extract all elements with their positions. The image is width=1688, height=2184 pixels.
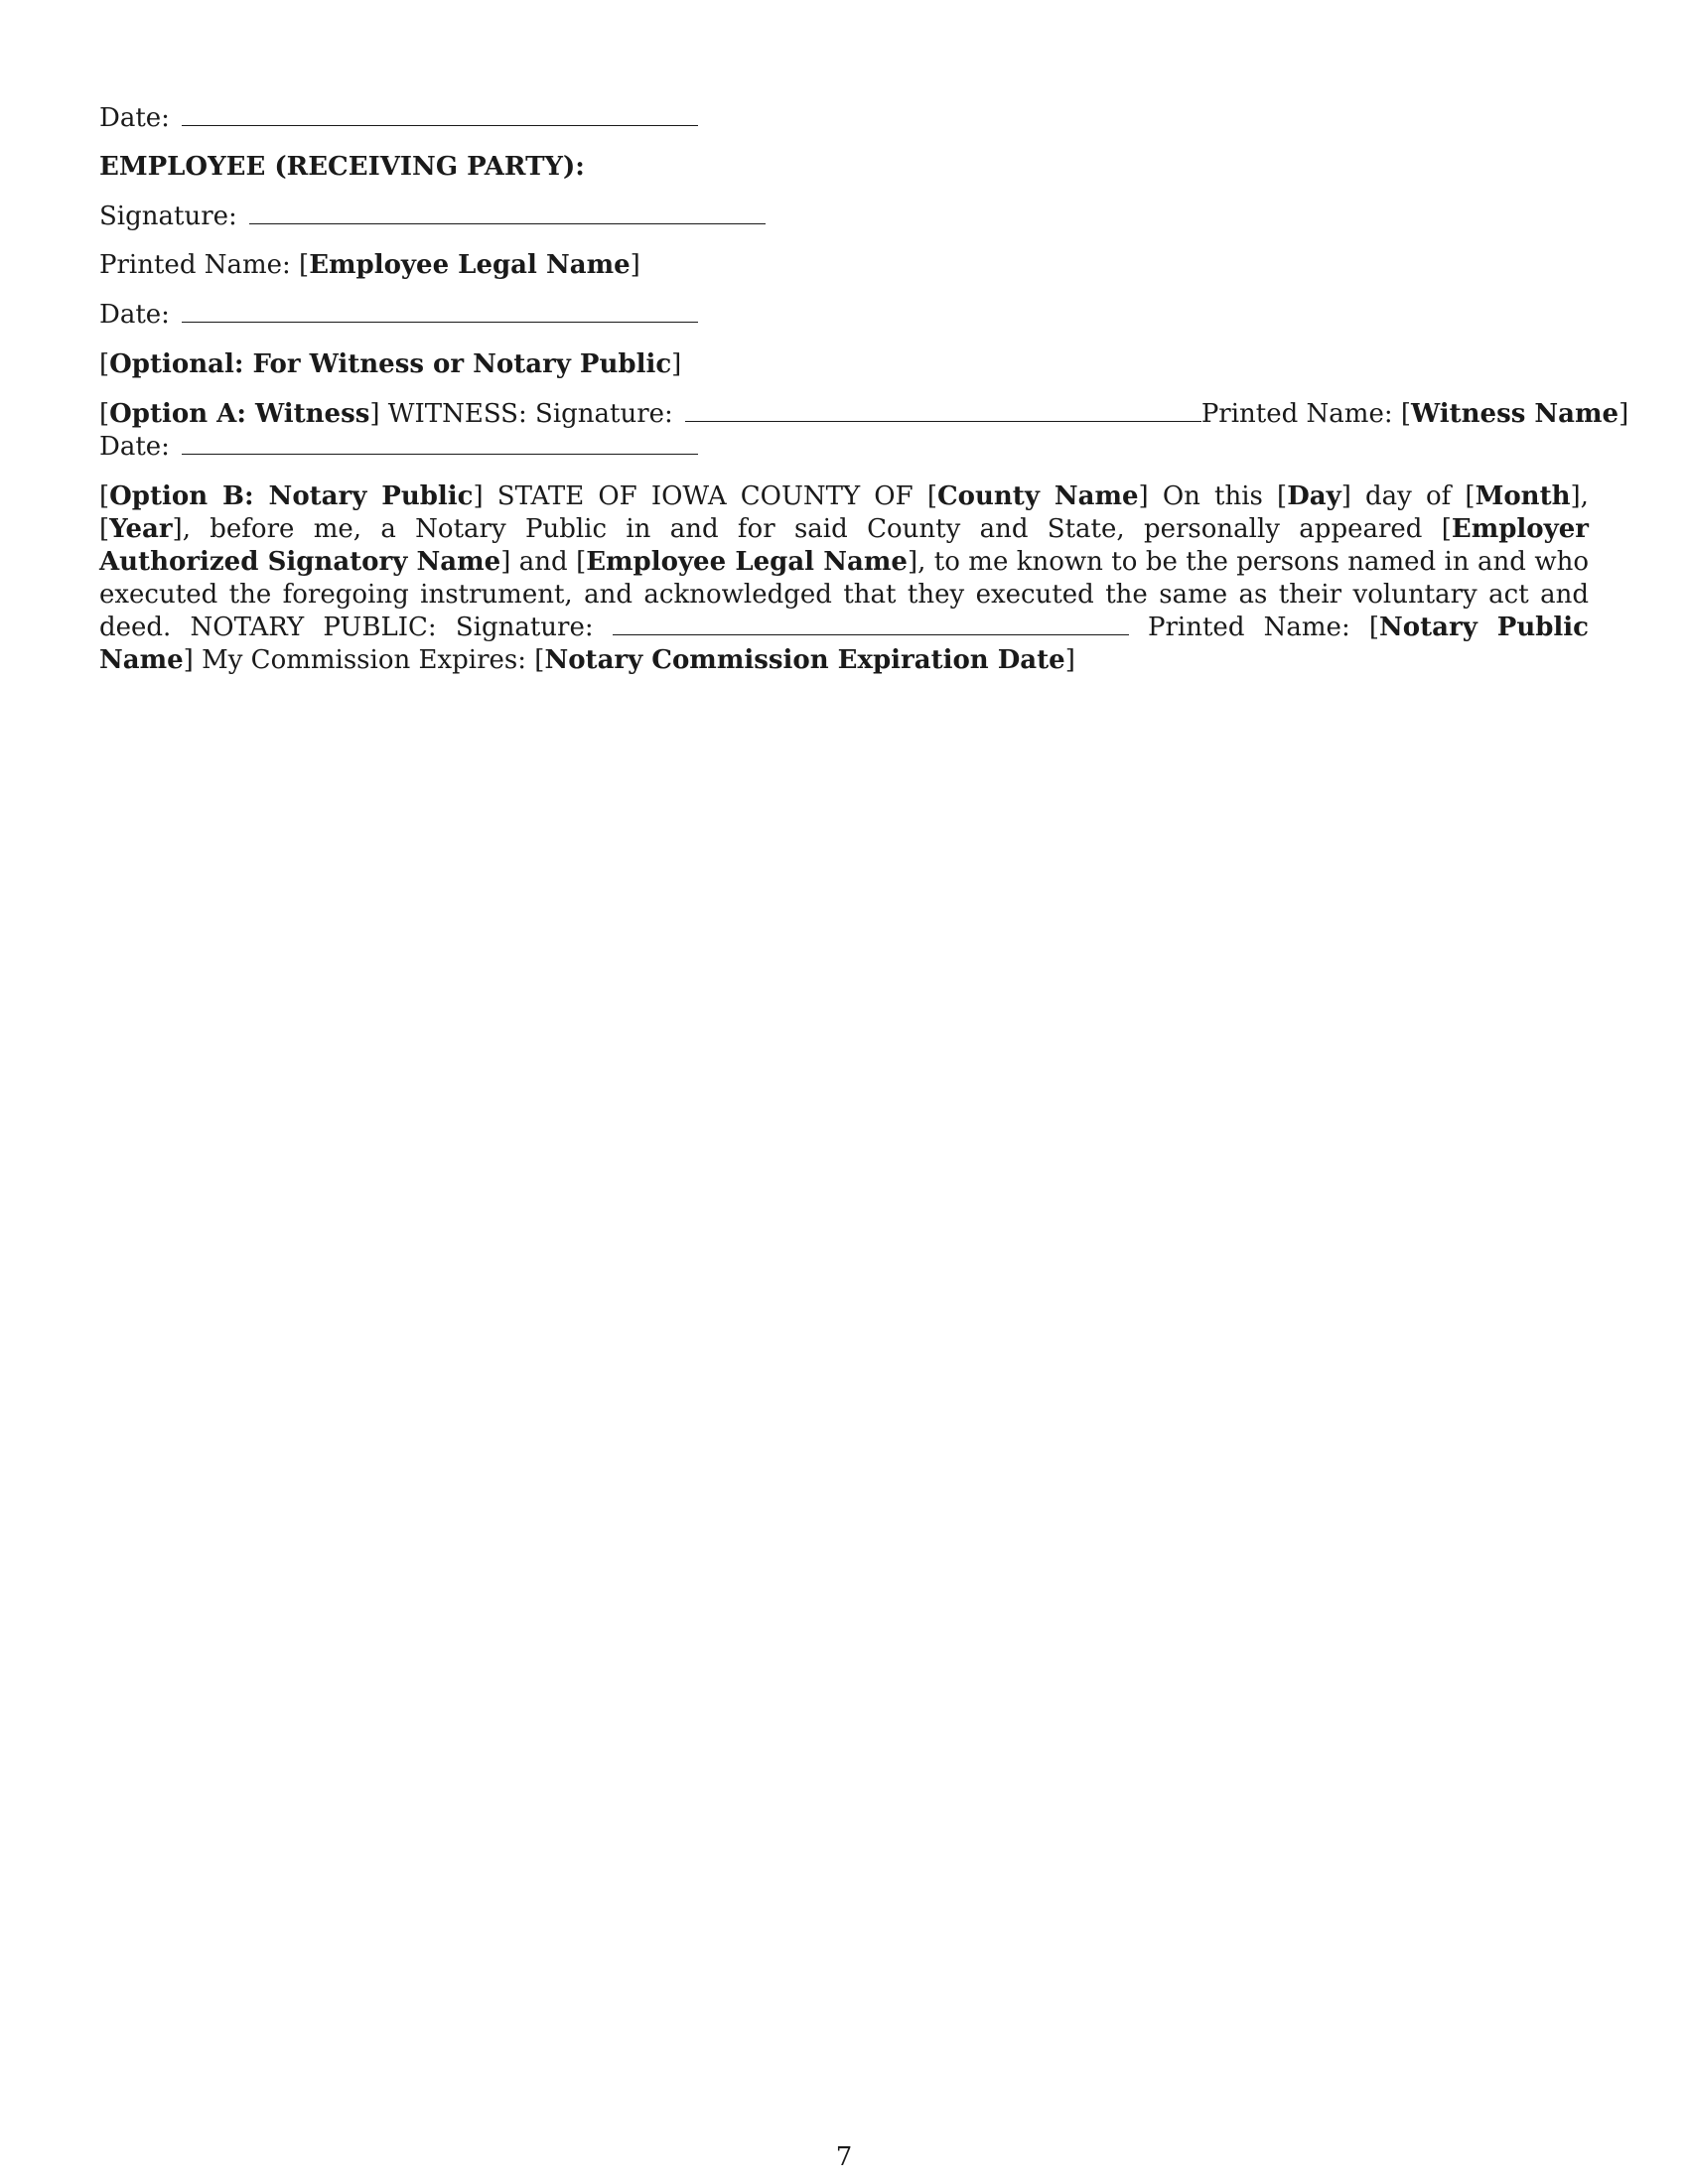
witness-signature-field[interactable] bbox=[685, 401, 1201, 422]
notary-and-text: and bbox=[518, 547, 568, 577]
employee-signature-line bbox=[99, 200, 766, 233]
employee-heading bbox=[99, 150, 585, 184]
notary-acknowledgment-text: , to me known to be the persons named in and who executed the foregoing instrument, and acknowledged that they executed the same as their voluntary act and deed. NOTARY PUBLIC: Signature: bbox=[99, 547, 1589, 642]
witness-date-label: Date: bbox=[99, 432, 170, 462]
notary-employee-name-placeholder: Employee Legal Name bbox=[586, 547, 908, 577]
witness-date-field[interactable] bbox=[182, 434, 698, 455]
option-b-label: Option B: Notary Public bbox=[109, 481, 474, 511]
notary-day-of-text: day of bbox=[1365, 481, 1452, 511]
notary-state-county-text: STATE OF IOWA COUNTY OF bbox=[496, 481, 914, 511]
employer-date-label: Date: bbox=[99, 103, 170, 133]
optional-heading-text: Optional: For Witness or Notary Public bbox=[109, 349, 672, 379]
employee-signature-label: Signature: bbox=[99, 202, 237, 231]
notary-expiration-placeholder: Notary Commission Expiration Date bbox=[544, 645, 1065, 675]
employee-printed-name-label: Printed Name: bbox=[99, 250, 291, 280]
witness-date-line bbox=[99, 430, 698, 464]
page-number: 7 bbox=[835, 2142, 853, 2172]
employee-date-field[interactable] bbox=[182, 302, 698, 323]
employee-heading-text: EMPLOYEE (RECEIVING PARTY): bbox=[99, 152, 585, 182]
option-b-paragraph: [Option B: Notary Public] STATE OF IOWA COUNTY OF [County Name] On this [Day] day of [Month], [Year], before me, a Notary Public in and for said County and State, personally appeared [Employer Authorized Signatory Name] and [Employee Legal Name], to me known to be the persons named in and who executed the foregoing instrument, and acknowledged that they executed the same as their voluntary act and deed. NOTARY PUBLIC: Signature: Printed Name: [Notary Public Name] My Commission Expires: [Notary Commission Expiration Date] bbox=[99, 481, 1589, 675]
notary-printed-name-label: Printed Name: bbox=[1148, 613, 1350, 642]
day-placeholder: Day bbox=[1287, 481, 1341, 511]
employee-date-label: Date: bbox=[99, 300, 170, 330]
county-name-placeholder: County Name bbox=[936, 481, 1139, 511]
notary-before-me-text: before me, a Notary Public in and for said County and State, personally appeared bbox=[210, 514, 1423, 544]
employee-date-line bbox=[99, 298, 698, 332]
notary-name-placeholder: Notary Public Name bbox=[99, 613, 1589, 675]
employee-printed-name-value: Employee Legal Name bbox=[309, 250, 631, 280]
employee-printed-name-line: Printed Name: [Employee Legal Name] bbox=[99, 250, 640, 280]
notary-on-this-text: On this bbox=[1162, 481, 1263, 511]
option-a-right: Printed Name: [Witness Name] bbox=[1200, 399, 1629, 429]
notary-signature-field[interactable] bbox=[613, 614, 1129, 635]
employer-date-field[interactable] bbox=[182, 105, 698, 126]
month-placeholder: Month bbox=[1475, 481, 1571, 511]
witness-printed-name-label: Printed Name: bbox=[1200, 399, 1393, 429]
employer-date-line bbox=[99, 101, 698, 135]
optional-heading: [Optional: For Witness or Notary Public] bbox=[99, 349, 682, 379]
option-a-left: [Option A: Witness] WITNESS: Signature: bbox=[99, 398, 1201, 431]
witness-printed-name-value: Witness Name bbox=[1411, 399, 1619, 429]
notary-commission-label: My Commission Expires: bbox=[202, 645, 527, 675]
year-placeholder: Year bbox=[109, 514, 173, 544]
witness-signature-text: WITNESS: Signature: bbox=[387, 399, 673, 429]
employee-signature-field[interactable] bbox=[249, 204, 766, 224]
option-a-row bbox=[99, 398, 1629, 431]
option-a-label: Option A: Witness bbox=[109, 399, 370, 429]
employer-signatory-placeholder: Employer Authorized Signatory Name bbox=[99, 514, 1589, 577]
